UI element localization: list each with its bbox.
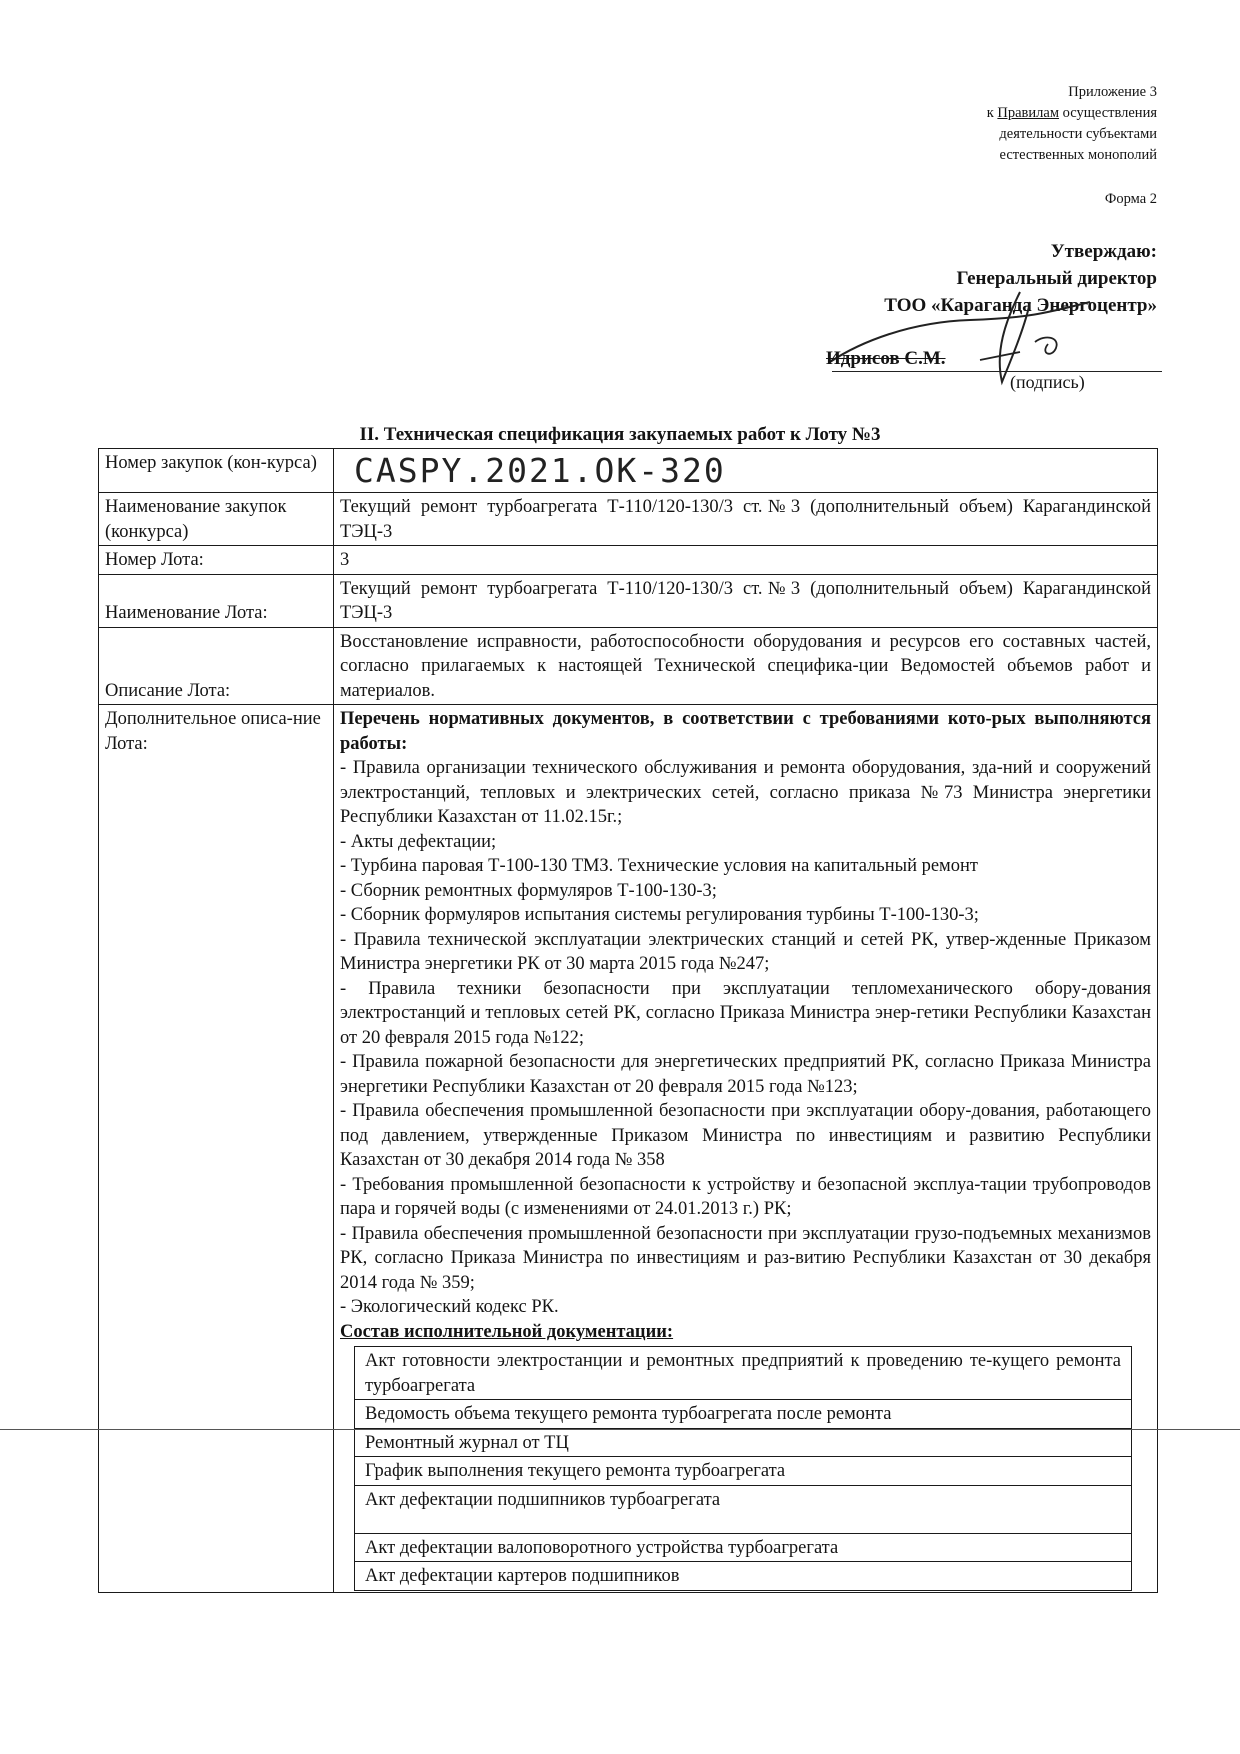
doc-item: Акт дефектации картеров подшипников bbox=[355, 1562, 1132, 1591]
normative-item: - Правила техники безопасности при эксплуатации тепломеханического обору-дования электростанций и тепловых сетей РК, согласно Приказа Министра энер-гетики Республики Казахстан от 20 февраля 2015 года №122; bbox=[340, 978, 1151, 1048]
procurement-number-value bbox=[334, 449, 1158, 493]
procurement-name-label: Наименование закупок (конкурса) bbox=[99, 493, 334, 546]
lot-name-value: Текущий ремонт турбоагрегата Т-110/120-130/3 ст.№3 (дополнительный объем) Карагандинской ТЭЦ-3 bbox=[334, 574, 1158, 627]
normative-heading: Перечень нормативных документов, в соответствии с требованиями кото-рых выполняются работы: bbox=[340, 709, 1151, 754]
documentation-list bbox=[354, 1346, 1132, 1591]
row-lot-number bbox=[99, 546, 1158, 575]
approve-position: Генеральный директор bbox=[956, 268, 1157, 289]
doc-row bbox=[355, 1562, 1132, 1591]
procurement-number-label: Номер закупок (кон-курса) bbox=[99, 449, 334, 493]
appendix-rules-link: Правилам bbox=[997, 105, 1060, 121]
normative-item: - Правила обеспечения промышленной безопасности при эксплуатации обору-дования, работающего под давлением, утвержденные Приказом Министра по инвестициям и развитию Республики Казахстан от 30 декабря 2014 года № 358 bbox=[340, 1101, 1151, 1170]
row-lot-name bbox=[99, 574, 1158, 627]
doc-row bbox=[355, 1457, 1132, 1486]
appendix-line-1: Приложение 3 bbox=[1068, 84, 1157, 100]
doc-row bbox=[355, 1347, 1132, 1400]
doc-row bbox=[355, 1400, 1132, 1429]
normative-item: - Правила организации технического обслуживания и ремонта оборудования, зда-ний и сооружений электростанций, тепловых и электрических сетей, согласно приказа №73 Министра энергетики Республики Казахстан от 11.02.15г.; bbox=[340, 758, 1151, 827]
doc-item: Ремонтный журнал от ТЦ bbox=[355, 1428, 1132, 1457]
appendix-line-2-rest: осуществления bbox=[1059, 105, 1157, 121]
signer-name: Идрисов С.М. bbox=[826, 348, 946, 369]
row-lot-description bbox=[99, 627, 1158, 705]
appendix-prefix: к bbox=[986, 105, 998, 121]
normative-item: - Экологический кодекс РК. bbox=[340, 1297, 559, 1317]
scan-fold-line bbox=[0, 1429, 1240, 1430]
doc-item: Акт дефектации валоповоротного устройства турбоагрегата bbox=[355, 1533, 1132, 1562]
doc-item: Акт готовности электростанции и ремонтных предприятий к проведению те-кущего ремонта турбоагрегата bbox=[355, 1347, 1132, 1400]
lot-name-label: Наименование Лота: bbox=[99, 574, 334, 627]
procurement-name-value: Текущий ремонт турбоагрегата Т-110/120-130/3 ст.№3 (дополнительный объем) Карагандинской ТЭЦ-3 bbox=[334, 493, 1158, 546]
approve-heading: Утверждаю: bbox=[1050, 241, 1157, 262]
appendix-line-2 bbox=[857, 103, 1157, 124]
appendix-note bbox=[857, 82, 1157, 166]
row-procurement-name bbox=[99, 493, 1158, 546]
doc-item: График выполнения текущего ремонта турбоагрегата bbox=[355, 1457, 1132, 1486]
extra-description-label: Дополнительное описа-ние Лота: bbox=[99, 705, 334, 1593]
form-number: Форма 2 bbox=[1104, 191, 1157, 207]
signature-caption: (подпись) bbox=[1010, 372, 1085, 392]
normative-item: - Сборник ремонтных формуляров Т-100-130-3; bbox=[340, 880, 717, 901]
extra-description-value bbox=[334, 705, 1158, 1593]
lot-description-value: Восстановление исправности, работоспособности оборудования и ресурсов его составных частей, согласно прилагаемых к настоящей Технической специфика-ции Ведомостей объемов работ и материалов. bbox=[334, 627, 1158, 705]
specification-table bbox=[98, 448, 1158, 1593]
normative-item: - Турбина паровая Т-100-130 ТМЗ. Технические условия на капитальный ремонт bbox=[340, 856, 978, 876]
specification-title: II. Техническая спецификация закупаемых работ к Лоту №3 bbox=[359, 424, 881, 445]
doc-row bbox=[355, 1428, 1132, 1457]
normative-item: - Сборник формуляров испытания системы регулирования турбины Т-100-130-3; bbox=[340, 905, 979, 925]
handwritten-procurement-number: CASPY.2021.OK-320 bbox=[354, 451, 726, 490]
lot-number-value: 3 bbox=[334, 546, 1158, 575]
row-procurement-number bbox=[99, 449, 1158, 493]
doc-row bbox=[355, 1485, 1132, 1533]
row-extra-description bbox=[99, 705, 1158, 1593]
doc-item: Акт дефектации подшипников турбоагрегата bbox=[355, 1485, 1132, 1533]
normative-item: - Требования промышленной безопасности к устройству и безопасной эксплуа-тации трубопроводов пара и горячей воды (с изменениями от 24.01.2013 г.) РК; bbox=[340, 1174, 1151, 1219]
normative-item: - Правила обеспечения промышленной безопасности при эксплуатации грузо-подъемных механизмов РК, согласно Приказа Министра по инвестициям и раз-витию Республики Казахстан от 30 декабря 2014 года № 359; bbox=[340, 1223, 1151, 1293]
appendix-line-4: естественных монополий bbox=[999, 147, 1157, 163]
doc-item: Ведомость объема текущего ремонта турбоагрегата после ремонта bbox=[355, 1400, 1132, 1429]
lot-description-label: Описание Лота: bbox=[99, 627, 334, 705]
lot-number-label: Номер Лота: bbox=[99, 546, 334, 575]
normative-item: - Правила технической эксплуатации электрических станций и сетей РК, утвер-жденные Приказом Министра энергетики РК от 30 марта 2015 года №247; bbox=[340, 929, 1151, 974]
appendix-line-3: деятельности субъектами bbox=[999, 126, 1157, 142]
approve-organization: ТОО «Караганда Энергоцентр» bbox=[884, 295, 1157, 316]
normative-item: - Акты дефектации; bbox=[340, 831, 497, 852]
docs-heading: Состав исполнительной документации: bbox=[340, 1321, 674, 1342]
normative-item: - Правила пожарной безопасности для энергетических предприятий РК, согласно Приказа Министра энергетики Республики Казахстан от 20 февраля 2015 года №123; bbox=[340, 1052, 1151, 1097]
doc-row bbox=[355, 1533, 1132, 1562]
